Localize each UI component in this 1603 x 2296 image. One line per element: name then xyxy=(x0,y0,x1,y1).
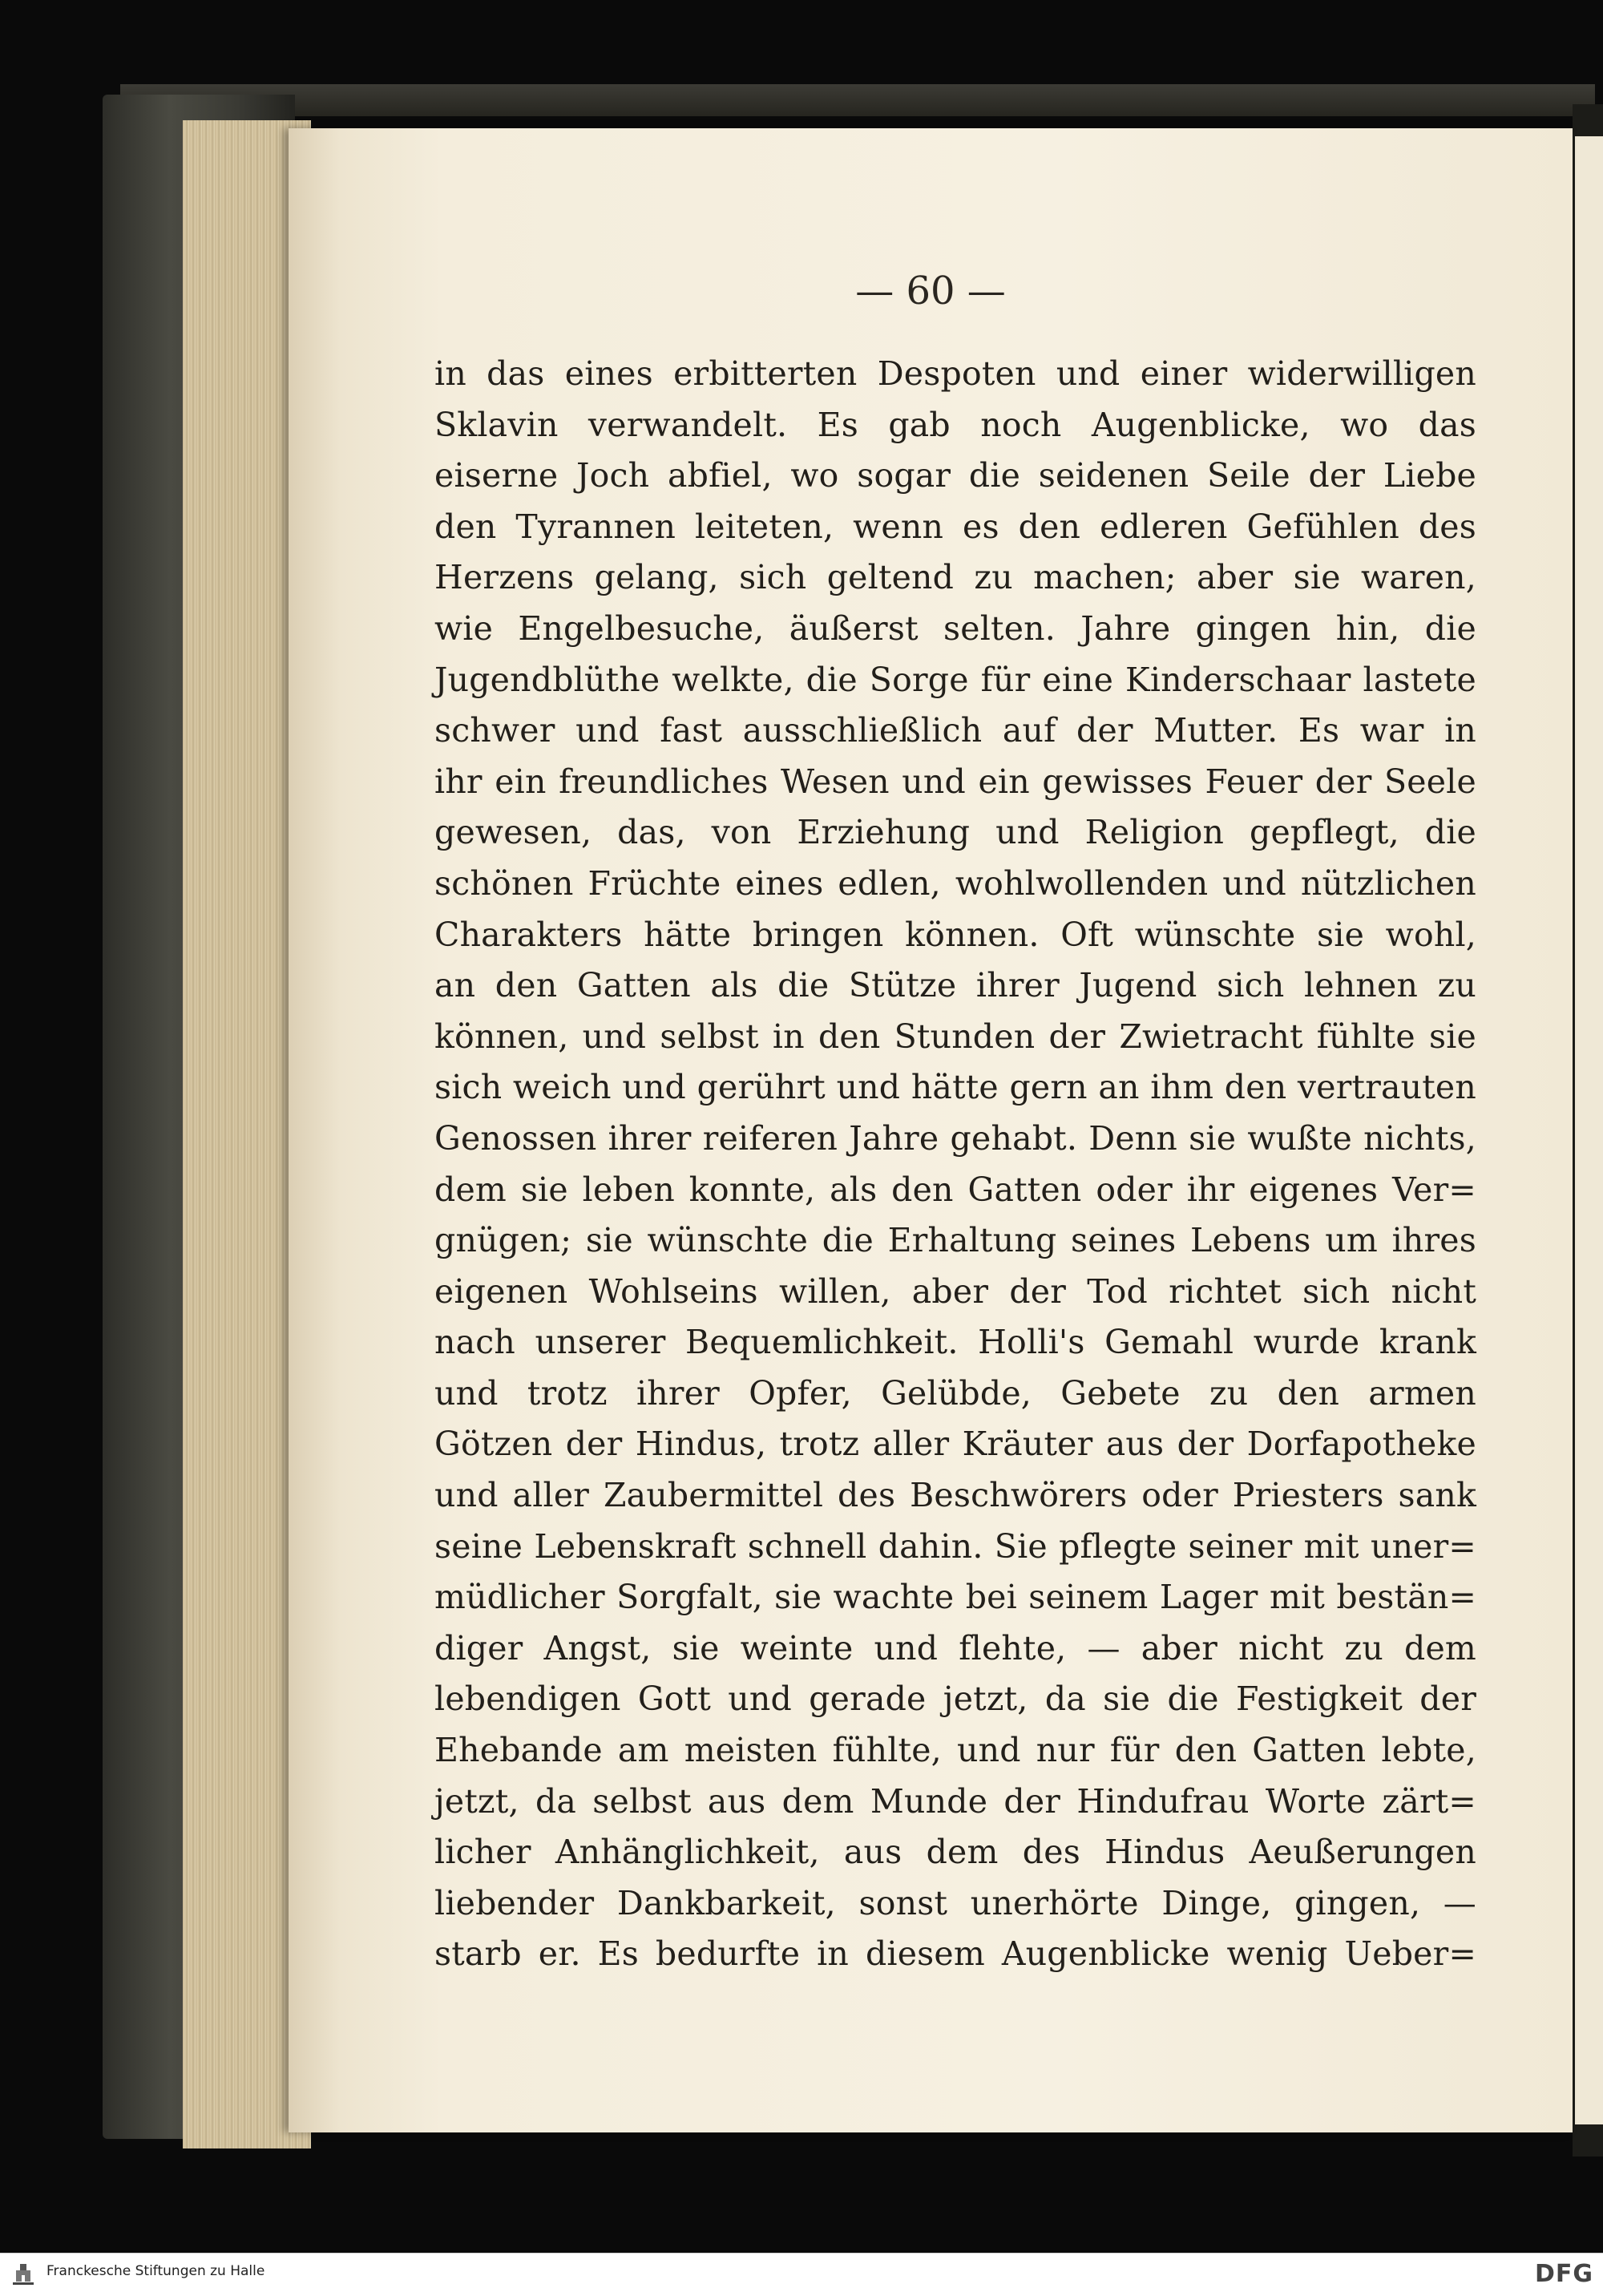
text-line: ihr ein freundliches Wesen und ein gewisses Feuer der Seele xyxy=(434,762,1476,801)
text-line: eiserne Joch abfiel, wo sogar die seidenen Seile der Liebe xyxy=(434,456,1476,495)
text-line: wie Engelbesuche, äußerst selten. Jahre gingen hin, die xyxy=(434,608,1476,648)
text-line: lebendigen Gott und gerade jetzt, da sie die Festigkeit der xyxy=(434,1680,1476,1719)
text-line: dem sie leben konnte, als den Gatten oder ihr eigenes Ver= xyxy=(434,1170,1476,1209)
institution-logo-icon xyxy=(10,2261,37,2288)
text-line: den Tyrannen leiteten, wenn es den edleren Gefühlen des xyxy=(434,507,1476,546)
text-line: schönen Früchte eines edlen, wohlwollenden und nützlichen xyxy=(434,863,1476,903)
text-line: an den Gatten als die Stütze ihrer Jugend sich lehnen zu xyxy=(434,966,1476,1005)
text-line: diger Angst, sie weinte und flehte, — aber nicht zu dem xyxy=(434,1628,1476,1667)
text-line: seine Lebenskraft schnell dahin. Sie pflegte seiner mit uner= xyxy=(434,1526,1476,1566)
text-line: schwer und fast ausschließlich auf der Mutter. Es war in xyxy=(434,711,1476,750)
text-line: jetzt, da selbst aus dem Munde der Hindufrau Worte zärt= xyxy=(434,1781,1476,1821)
text-line: gnügen; sie wünschte die Erhaltung seines Lebens um ihres xyxy=(434,1221,1476,1260)
text-line: liebender Dankbarkeit, sonst unerhörte Dinge, gingen, — xyxy=(434,1883,1476,1922)
text-line: sich weich und gerührt und hätte gern an ihm den vertrauten xyxy=(434,1068,1476,1107)
page-number: — 60 — xyxy=(855,269,1006,313)
text-line: starb er. Es bedurfte in diesem Augenblicke wenig Ueber= xyxy=(434,1934,1476,1974)
text-line: Charakters hätte bringen können. Oft wünschte sie wohl, xyxy=(434,915,1476,954)
text-line: gewesen, das, von Erziehung und Religion gepflegt, die xyxy=(434,813,1476,852)
text-line: Götzen der Hindus, trotz aller Kräuter aus der Dorfapotheke xyxy=(434,1425,1476,1464)
text-line: müdlicher Sorgfalt, sie wachte bei seinem Lager mit bestän= xyxy=(434,1578,1476,1617)
text-line: und trotz ihrer Opfer, Gelübde, Gebete zu den armen xyxy=(434,1373,1476,1413)
text-line: Jugendblüthe welkte, die Sorge für eine Kinderschaar lastete xyxy=(434,660,1476,699)
text-line: Ehebande am meisten fühlte, und nur für den Gatten lebte, xyxy=(434,1731,1476,1770)
page-text xyxy=(434,349,1476,1980)
next-page-edge xyxy=(1575,136,1603,2124)
book-cover-top xyxy=(120,84,1595,116)
text-line: Sklavin verwandelt. Es gab noch Augenblicke, wo das xyxy=(434,405,1476,444)
text-line: und aller Zaubermittel des Beschwörers oder Priesters sank xyxy=(434,1476,1476,1515)
text-line: können, und selbst in den Stunden der Zwietracht fühlte sie xyxy=(434,1017,1476,1056)
institution-name: Franckesche Stiftungen zu Halle xyxy=(46,2263,265,2279)
dfg-logo: DFG xyxy=(1534,2260,1593,2288)
book-page xyxy=(289,128,1573,2132)
text-line: nach unserer Bequemlichkeit. Holli's Gemahl wurde krank xyxy=(434,1323,1476,1362)
text-line: licher Anhänglichkeit, aus dem des Hindus Aeußerungen xyxy=(434,1833,1476,1872)
text-line: in das eines erbitterten Despoten und einer widerwilligen xyxy=(434,354,1476,393)
footer-bar xyxy=(0,2253,1603,2296)
text-line: eigenen Wohlseins willen, aber der Tod richtet sich nicht xyxy=(434,1271,1476,1311)
text-line: Genossen ihrer reiferen Jahre gehabt. Denn sie wußte nichts, xyxy=(434,1118,1476,1158)
text-line: Herzens gelang, sich geltend zu machen; aber sie waren, xyxy=(434,558,1476,597)
